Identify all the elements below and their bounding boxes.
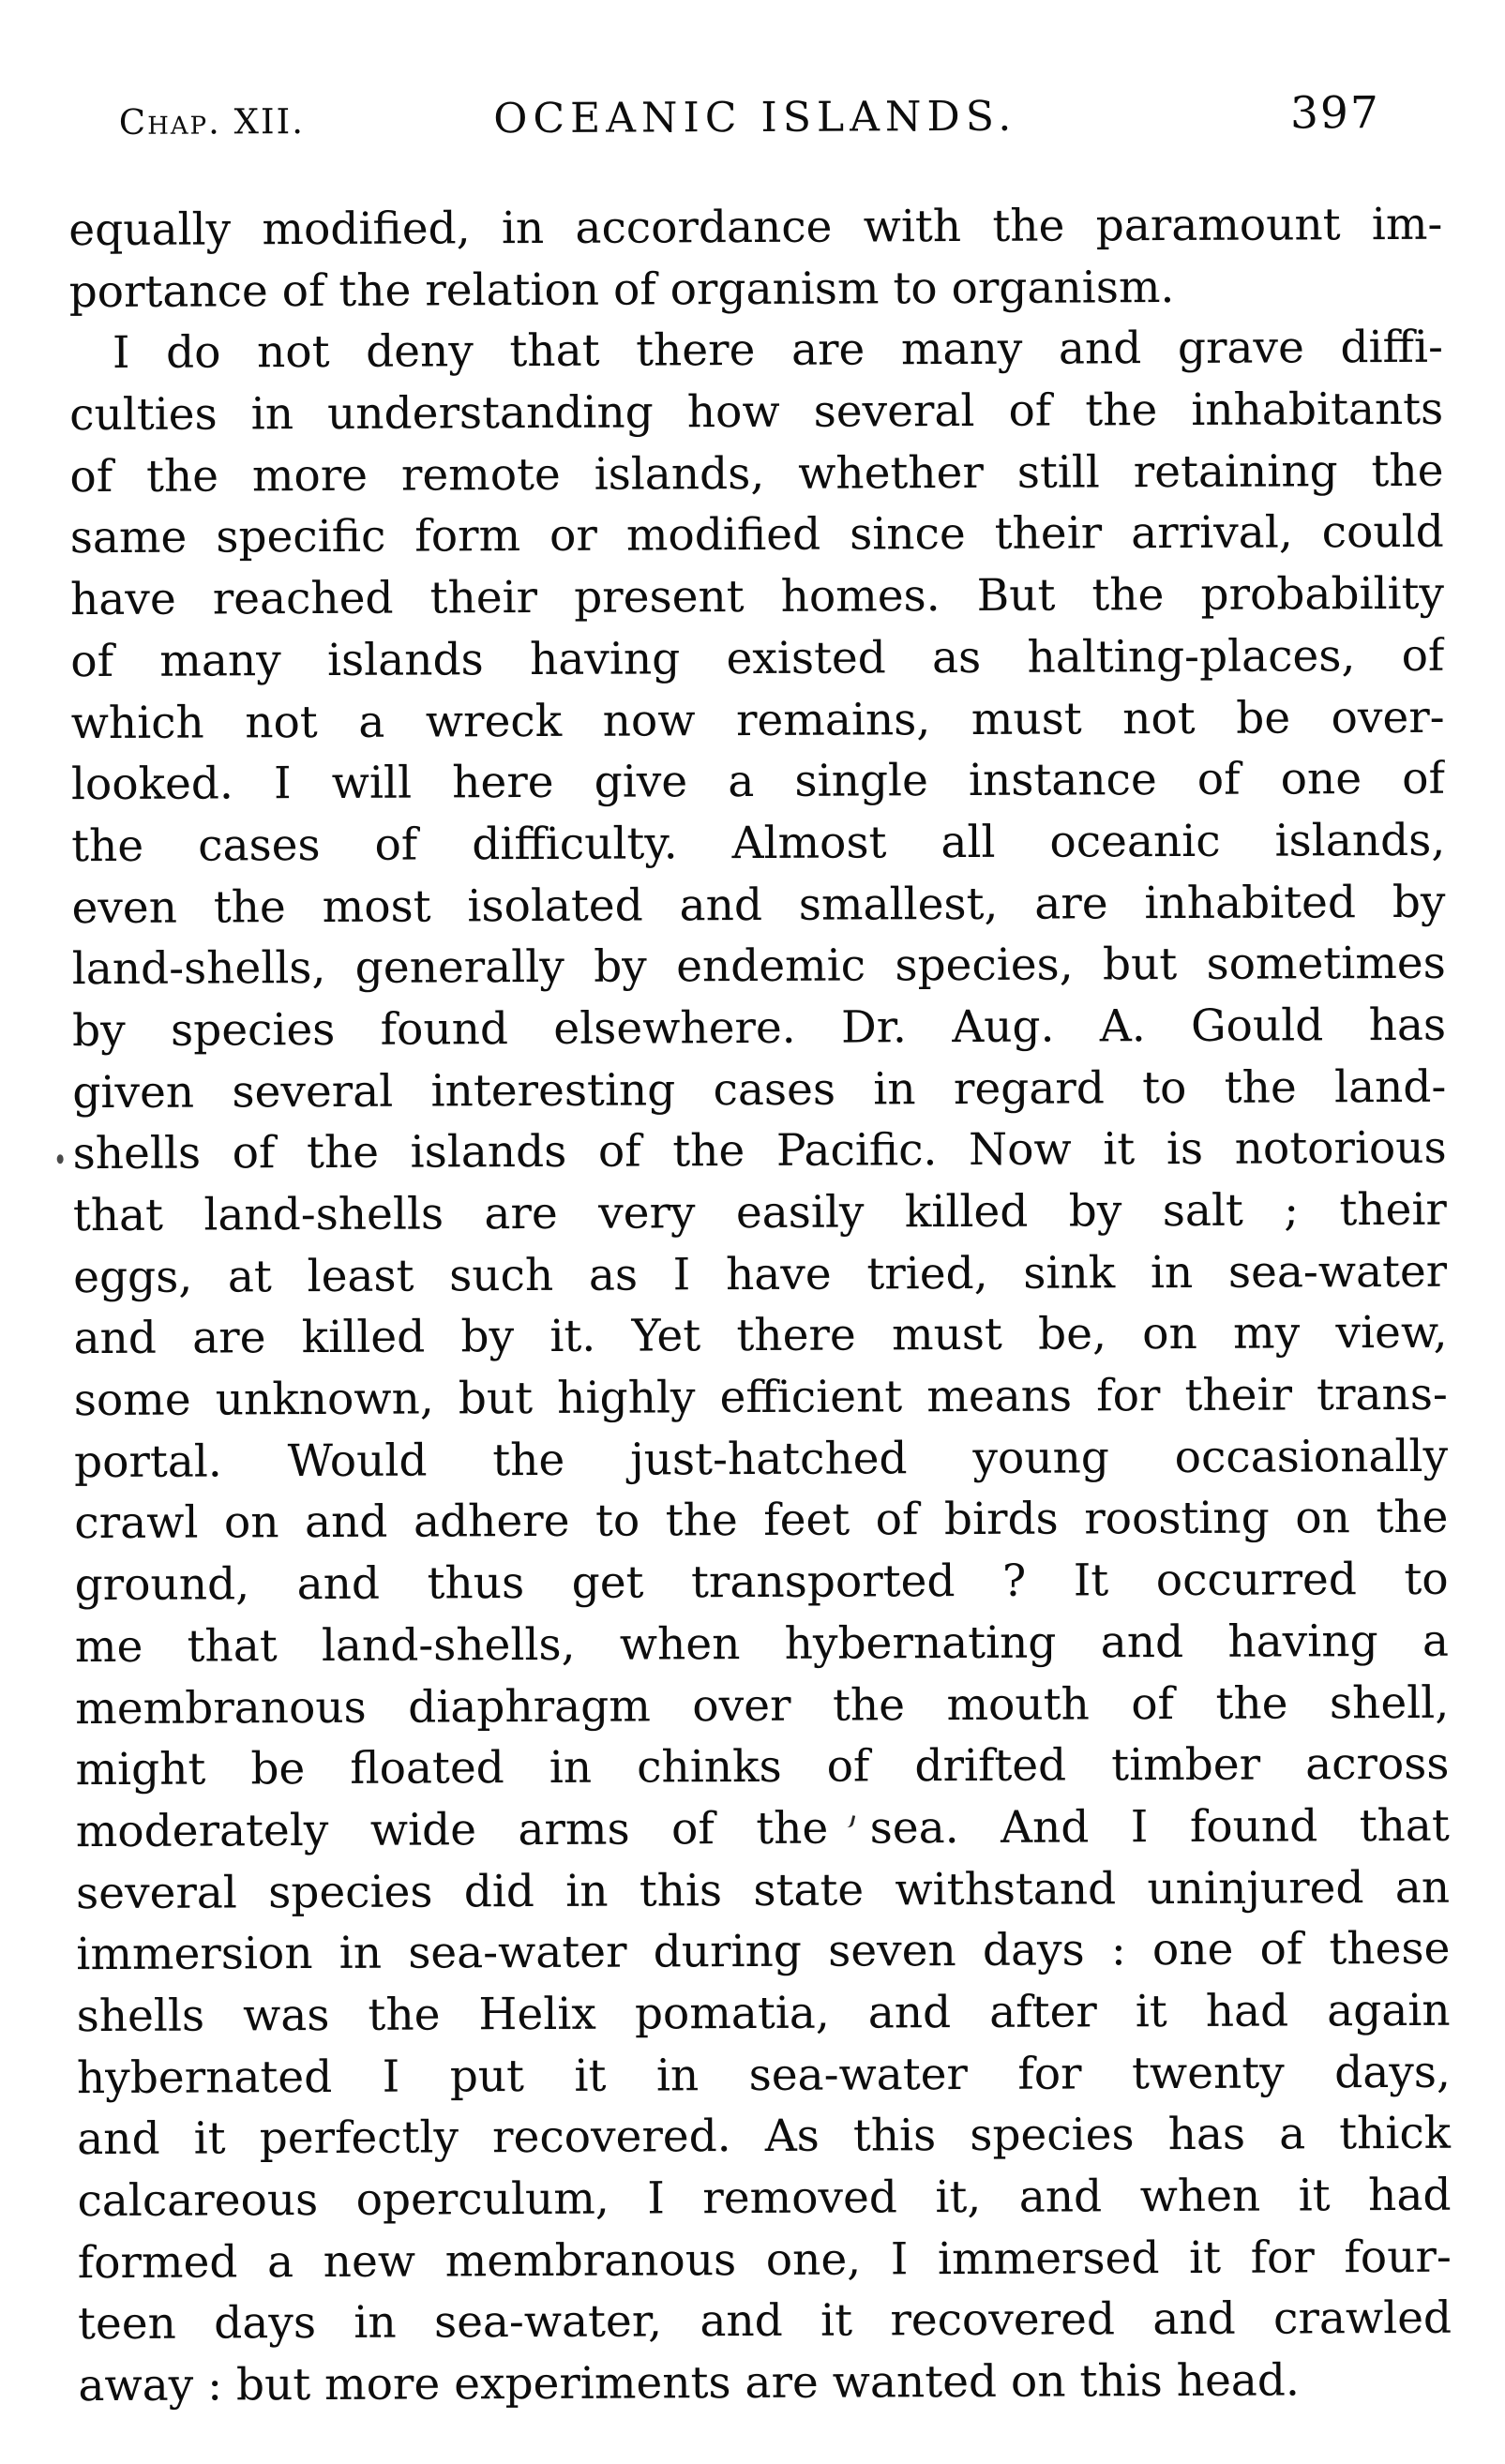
text-line: of the more remote islands, whether still retaining the (69, 444, 1444, 503)
text-line: crawl on and adhere to the feet of birds roosting on the (74, 1492, 1449, 1550)
text-line: and are killed by it. Yet there must be, on my view, (73, 1307, 1448, 1365)
text-line: ground, and thus get transported ? It occurred to (74, 1553, 1449, 1612)
text-line: given several interesting cases in regard to the land- (72, 1060, 1447, 1119)
text-line: teen days in sea-water, and it recovered and crawled (77, 2292, 1452, 2351)
text-line: of many islands having existed as halting-places, of (70, 629, 1445, 687)
text-line: and it perfectly recovered. As this species has a thick (77, 2108, 1452, 2166)
chapter-label: Chap. XII. (118, 101, 306, 143)
text-line: eggs, at least such as I have tried, sink in sea-water (73, 1245, 1448, 1303)
text-line: hybernated I put it in sea-water for twenty days, (76, 2046, 1452, 2104)
text-line: portance of the relation of organism to organism. (68, 261, 1175, 318)
text-line: membranous diaphragm over the mouth of the shell, (75, 1676, 1450, 1735)
text-line: same specific form or modified since their arrival, could (69, 506, 1444, 564)
text-line: equally modified, in accordance with the paramount im- (68, 198, 1443, 257)
text-line: shells was the Helix pomatia, and after it had again (76, 1984, 1451, 2043)
text-line: me that land-shells, when hybernating and having a (74, 1615, 1450, 1673)
text-line: calcareous operculum, I removed it, and when it had (77, 2169, 1452, 2228)
text-line: by species found elsewhere. Dr. Aug. A. Gould has (71, 999, 1447, 1058)
text-line: moderately wide arms of the sea. And I found that (75, 1799, 1450, 1858)
text-line: some unknown, but highly efficient means for their trans- (73, 1368, 1448, 1427)
text-line: that land-shells are very easily killed by salt ; their (72, 1183, 1448, 1242)
page-body (68, 194, 1452, 2417)
text-line: I do not deny that there are many and grave diffi- (112, 322, 1444, 380)
text-line: have reached their present homes. But the probability (69, 567, 1445, 626)
text-line: the cases of difficulty. Almost all oceanic islands, (71, 814, 1446, 873)
text-line: looked. I will here give a single instance of one of (70, 752, 1446, 811)
text-line: away : but more experiments are wanted on this head. (78, 2354, 1300, 2412)
text-line: shells of the islands of the Pacific. Now it is notorious (72, 1122, 1447, 1180)
text-line: formed a new membranous one, I immersed it for four- (77, 2231, 1452, 2289)
text-line: culties in understanding how several of the inhabitants (69, 383, 1444, 442)
text-line: might be floated in chinks of drifted timber across (75, 1737, 1450, 1796)
text-line: which not a wreck now remains, must not be over- (70, 691, 1445, 749)
scan-speck-artifact (57, 1154, 64, 1164)
text-line: land-shells, generally by endemic species, but sometimes (71, 938, 1446, 996)
text-line: even the most isolated and smallest, are inhabited by (71, 876, 1446, 934)
text-line: portal. Would the just-hatched young occasionally (73, 1430, 1449, 1488)
page-number: 397 (1289, 87, 1380, 140)
text-line: several species did in this state withstand uninjured an (75, 1861, 1451, 1919)
text-line: immersion in sea-water during seven days : one of these (76, 1923, 1451, 1981)
running-title: OCEANIC ISLANDS. (493, 92, 1017, 143)
